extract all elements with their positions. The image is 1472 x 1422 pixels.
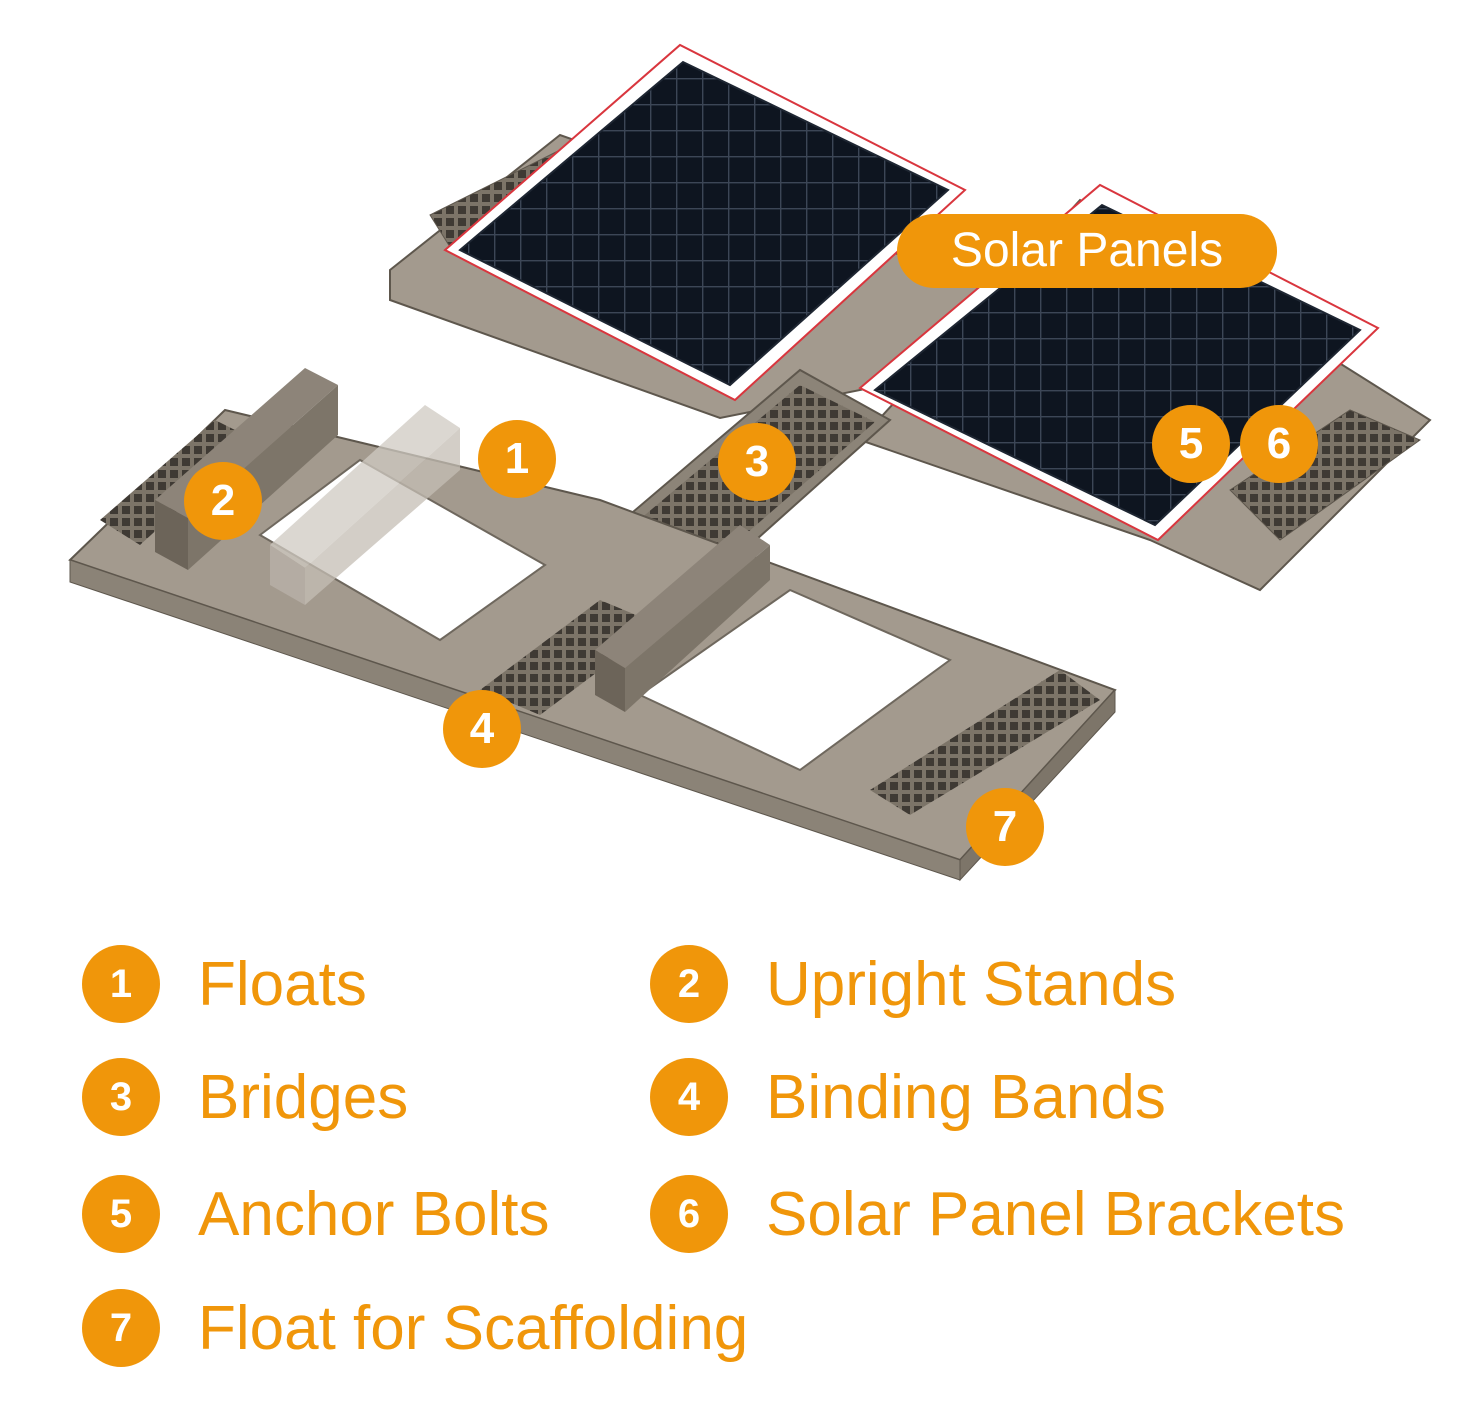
legend-label: Float for Scaffolding bbox=[198, 1293, 749, 1363]
legend-badge: 7 bbox=[82, 1289, 160, 1367]
legend-label: Anchor Bolts bbox=[198, 1179, 550, 1249]
marker-3: 3 bbox=[718, 423, 796, 501]
legend-item-anchor-bolts bbox=[82, 1174, 550, 1254]
legend-item-binding-bands bbox=[650, 1057, 1166, 1137]
legend-label: Upright Stands bbox=[766, 949, 1177, 1019]
legend-badge: 5 bbox=[82, 1175, 160, 1253]
legend-label: Bridges bbox=[198, 1062, 409, 1132]
legend-item-float-for-scaffolding bbox=[82, 1288, 748, 1368]
marker-2: 2 bbox=[184, 462, 262, 540]
legend-label: Solar Panel Brackets bbox=[766, 1179, 1345, 1249]
solar-panels-callout: Solar Panels bbox=[897, 214, 1277, 288]
marker-7: 7 bbox=[966, 788, 1044, 866]
legend-badge: 1 bbox=[82, 945, 160, 1023]
marker-1: 1 bbox=[478, 420, 556, 498]
legend-badge: 3 bbox=[82, 1058, 160, 1136]
legend-item-floats bbox=[82, 944, 367, 1024]
legend-item-upright-stands bbox=[650, 944, 1176, 1024]
legend-item-solar-panel-brackets bbox=[650, 1174, 1345, 1254]
legend-label: Binding Bands bbox=[766, 1062, 1166, 1132]
legend-badge: 4 bbox=[650, 1058, 728, 1136]
legend-item-bridges bbox=[82, 1057, 408, 1137]
marker-4: 4 bbox=[443, 690, 521, 768]
marker-5: 5 bbox=[1152, 405, 1230, 483]
legend-badge: 6 bbox=[650, 1175, 728, 1253]
marker-6: 6 bbox=[1240, 405, 1318, 483]
legend-badge: 2 bbox=[650, 945, 728, 1023]
legend-label: Floats bbox=[198, 949, 367, 1019]
